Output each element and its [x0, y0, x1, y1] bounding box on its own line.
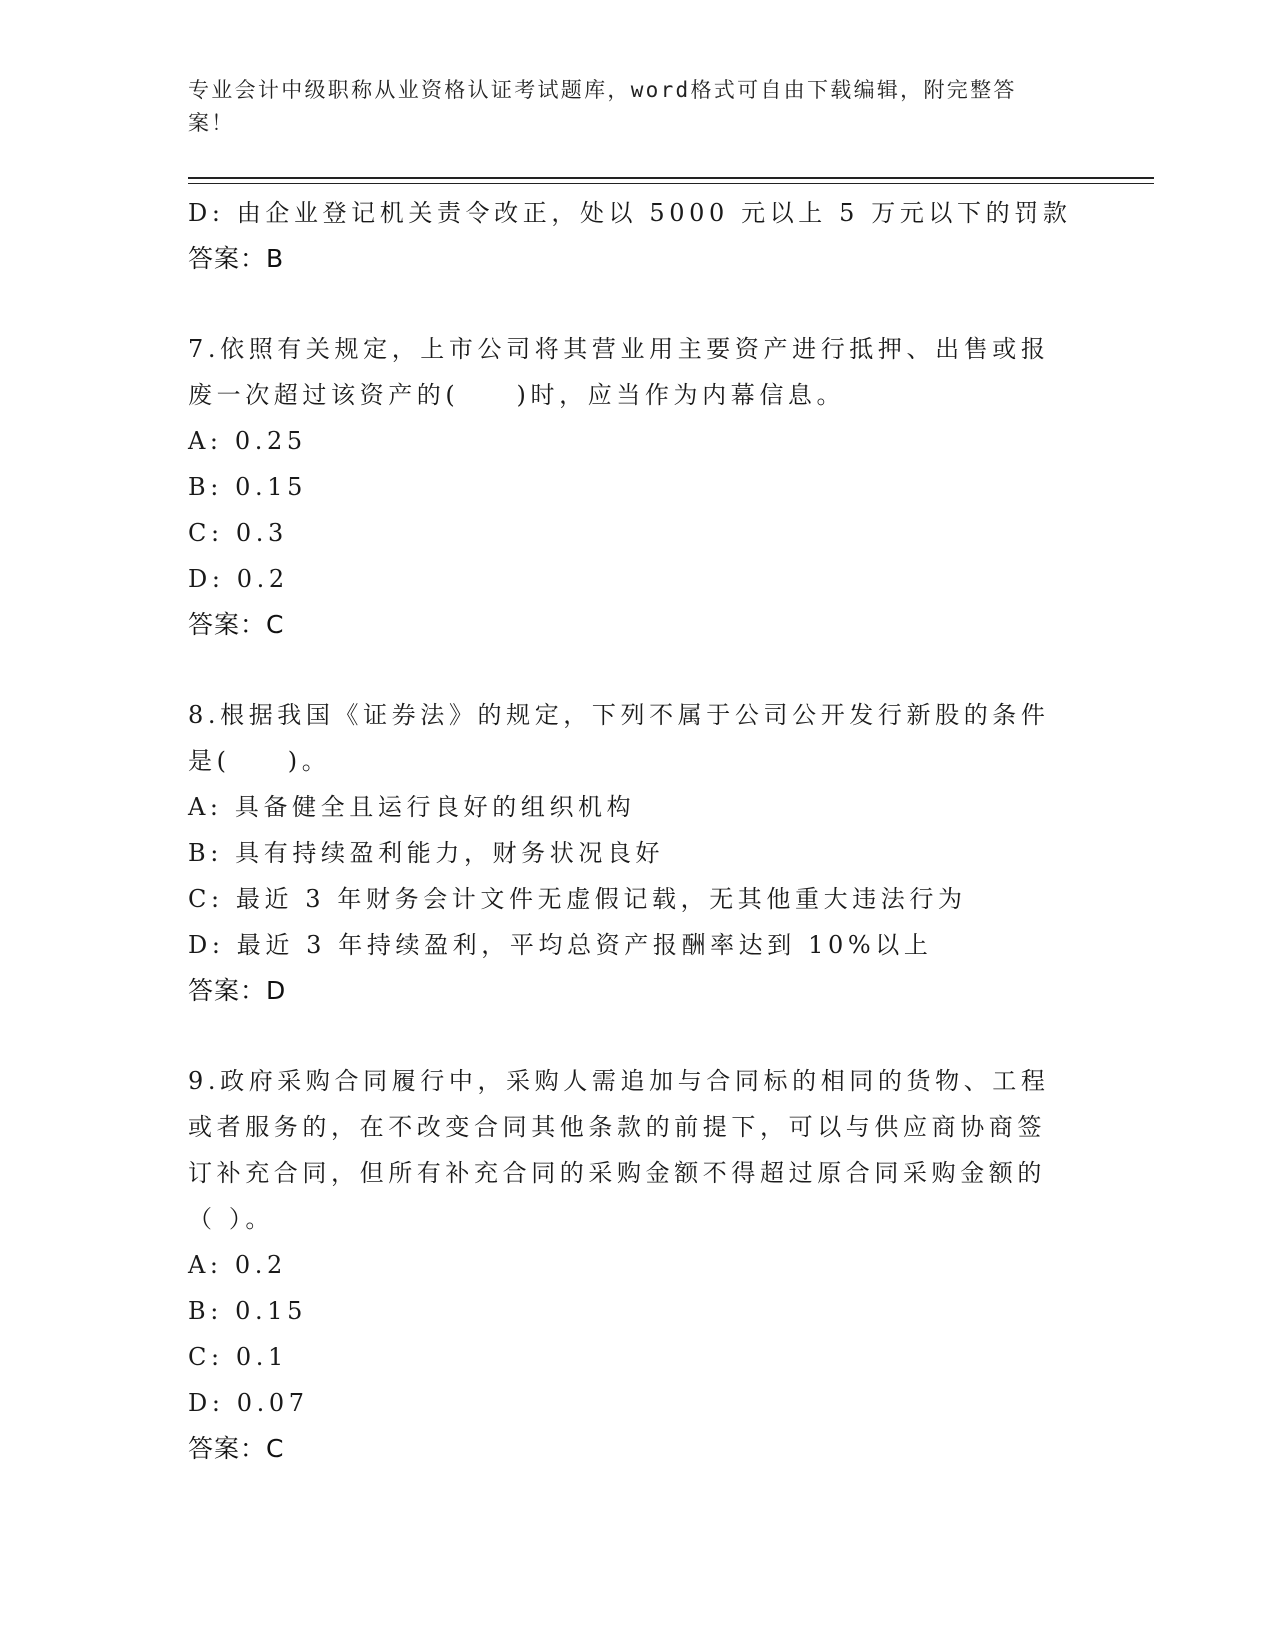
question-7-option-b: B: 0.15 [188, 473, 307, 501]
spacer [188, 282, 1068, 326]
header-line-1: 专业会计中级职称从业资格认证考试题库，word格式可自由下载编辑，附完整答 [188, 78, 1017, 102]
question-8-stem-line: 8.根据我国《证券法》的规定，下列不属于公司公开发行新股的条件 [188, 701, 1050, 729]
question-7 [188, 326, 1068, 648]
spacer [188, 648, 1068, 692]
header-divider-thin [188, 183, 1154, 184]
question-8-option-d: D: 最近 3 年持续盈利，平均总资产报酬率达到 10%以上 [188, 931, 933, 959]
question-7-stem-line: 废一次超过该资产的( )时，应当作为内幕信息。 [188, 381, 846, 409]
header-divider-thick [188, 177, 1154, 179]
question-9-option-a: A: 0.2 [188, 1251, 287, 1279]
question-7-answer: 答案：C [188, 610, 285, 639]
prev-answer: 答案：B [188, 244, 285, 273]
question-7-option-d: D: 0.2 [188, 565, 289, 593]
question-9-option-d: D: 0.07 [188, 1389, 309, 1417]
question-7-option-c: C: 0.3 [188, 519, 288, 547]
header-line-2: 案！ [188, 111, 235, 135]
spacer [188, 1014, 1068, 1058]
document-header [188, 74, 1068, 140]
question-9-stem-line: （ ）。 [188, 1205, 275, 1233]
question-9-stem-line: 订补充合同，但所有补充合同的采购金额不得超过原合同采购金额的 [188, 1159, 1046, 1187]
question-content [188, 190, 1072, 1472]
question-9-stem-line: 9.政府采购合同履行中，采购人需追加与合同标的相同的货物、工程 [188, 1067, 1050, 1095]
question-9 [188, 1058, 1068, 1472]
question-7-option-a: A: 0.25 [188, 427, 307, 455]
question-8-answer: 答案：D [188, 976, 287, 1005]
question-8-stem-line: 是( )。 [188, 747, 331, 775]
question-7-stem-line: 7.依照有关规定，上市公司将其营业用主要资产进行抵押、出售或报 [188, 335, 1050, 363]
prev-option-d: D: 由企业登记机关责令改正，处以 5000 元以上 5 万元以下的罚款 [188, 199, 1072, 227]
question-9-option-c: C: 0.1 [188, 1343, 288, 1371]
question-8-option-b: B: 具有持续盈利能力，财务状况良好 [188, 839, 665, 867]
question-8-option-c: C: 最近 3 年财务会计文件无虚假记载，无其他重大违法行为 [188, 885, 967, 913]
question-9-stem-line: 或者服务的，在不改变合同其他条款的前提下，可以与供应商协商签 [188, 1113, 1046, 1141]
question-9-option-b: B: 0.15 [188, 1297, 307, 1325]
question-8 [188, 692, 1068, 1014]
question-9-answer: 答案：C [188, 1434, 285, 1463]
question-8-option-a: A: 具备健全且运行良好的组织机构 [188, 793, 636, 821]
